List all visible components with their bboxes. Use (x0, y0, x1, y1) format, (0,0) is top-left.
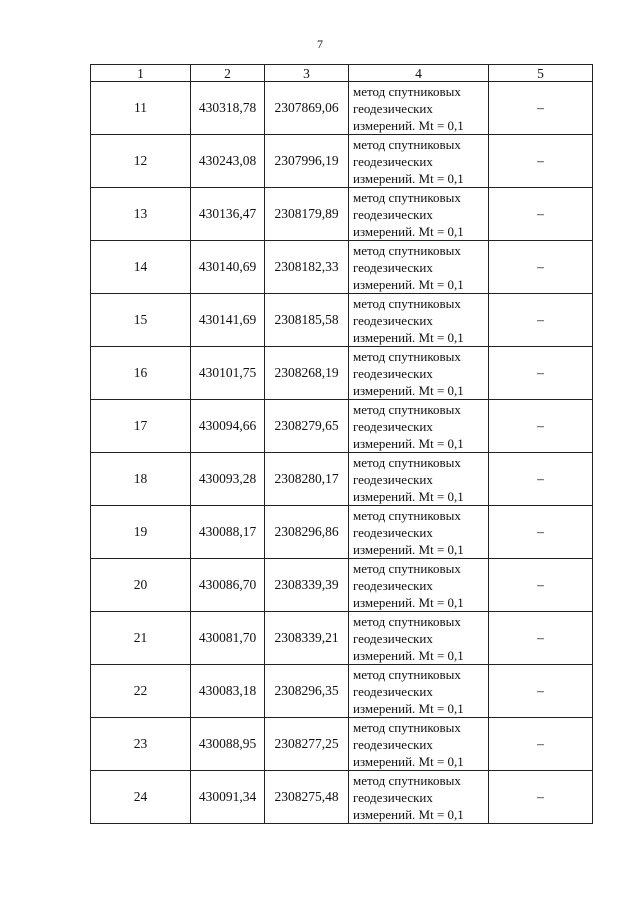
x-coordinate-cell: 430081,70 (191, 612, 265, 665)
table-row (91, 135, 593, 188)
point-number-cell: 21 (91, 612, 191, 665)
table-row (91, 559, 593, 612)
method-cell (349, 612, 489, 665)
table-header (91, 65, 593, 82)
method-text-line: метод спутниковых (353, 242, 461, 258)
point-number-cell: 14 (91, 241, 191, 294)
note-cell: – (489, 771, 593, 824)
y-coordinate-cell: 2308296,86 (265, 506, 349, 559)
method-text-line: метод спутниковых (353, 348, 461, 364)
y-coordinate-cell: 2308279,65 (265, 400, 349, 453)
x-coordinate-cell: 430243,08 (191, 135, 265, 188)
y-coordinate-cell: 2308296,35 (265, 665, 349, 718)
x-coordinate-cell: 430318,78 (191, 82, 265, 135)
method-cell (349, 135, 489, 188)
y-coordinate-cell: 2308268,19 (265, 347, 349, 400)
note-cell: – (489, 453, 593, 506)
coordinates-table (90, 64, 593, 824)
table-row (91, 506, 593, 559)
method-text-line: геодезических (353, 789, 433, 805)
method-text-line: геодезических (353, 471, 433, 487)
method-text-line: метод спутниковых (353, 772, 461, 788)
x-coordinate-cell: 430136,47 (191, 188, 265, 241)
method-cell (349, 294, 489, 347)
y-coordinate-cell: 2308179,89 (265, 188, 349, 241)
y-coordinate-cell: 2308339,21 (265, 612, 349, 665)
method-text-line: измерений. Mt = 0,1 (353, 435, 464, 451)
method-text-line: геодезических (353, 312, 433, 328)
header-col-1: 1 (91, 65, 191, 82)
note-cell: – (489, 135, 593, 188)
method-cell (349, 665, 489, 718)
method-text-line: измерений. Mt = 0,1 (353, 488, 464, 504)
method-text-line: измерений. Mt = 0,1 (353, 594, 464, 610)
table-body (91, 82, 593, 824)
method-text-line: геодезических (353, 206, 433, 222)
method-text-line: метод спутниковых (353, 454, 461, 470)
y-coordinate-cell: 2308277,25 (265, 718, 349, 771)
method-text-line: геодезических (353, 524, 433, 540)
x-coordinate-cell: 430086,70 (191, 559, 265, 612)
method-text-line: геодезических (353, 630, 433, 646)
table-row (91, 188, 593, 241)
method-cell (349, 718, 489, 771)
note-cell: – (489, 347, 593, 400)
y-coordinate-cell: 2308182,33 (265, 241, 349, 294)
table-row (91, 294, 593, 347)
note-cell: – (489, 82, 593, 135)
method-text-line: геодезических (353, 365, 433, 381)
note-cell: – (489, 718, 593, 771)
table-row (91, 400, 593, 453)
page-number: 7 (317, 37, 323, 51)
point-number-cell: 18 (91, 453, 191, 506)
method-text-line: метод спутниковых (353, 560, 461, 576)
note-cell: – (489, 612, 593, 665)
method-cell (349, 400, 489, 453)
method-cell (349, 188, 489, 241)
header-col-2: 2 (191, 65, 265, 82)
method-text-line: измерений. Mt = 0,1 (353, 647, 464, 663)
method-text-line: геодезических (353, 683, 433, 699)
y-coordinate-cell: 2307869,06 (265, 82, 349, 135)
method-text-line: метод спутниковых (353, 295, 461, 311)
method-text-line: метод спутниковых (353, 136, 461, 152)
y-coordinate-cell: 2308339,39 (265, 559, 349, 612)
point-number-cell: 19 (91, 506, 191, 559)
table-row (91, 718, 593, 771)
method-text-line: метод спутниковых (353, 666, 461, 682)
x-coordinate-cell: 430141,69 (191, 294, 265, 347)
method-cell (349, 771, 489, 824)
note-cell: – (489, 294, 593, 347)
method-text-line: метод спутниковых (353, 83, 461, 99)
method-text-line: измерений. Mt = 0,1 (353, 223, 464, 239)
x-coordinate-cell: 430140,69 (191, 241, 265, 294)
method-cell (349, 453, 489, 506)
method-text-line: метод спутниковых (353, 613, 461, 629)
method-text-line: измерений. Mt = 0,1 (353, 382, 464, 398)
table-row (91, 612, 593, 665)
point-number-cell: 11 (91, 82, 191, 135)
x-coordinate-cell: 430091,34 (191, 771, 265, 824)
method-cell (349, 506, 489, 559)
point-number-cell: 17 (91, 400, 191, 453)
method-text-line: измерений. Mt = 0,1 (353, 170, 464, 186)
method-cell (349, 241, 489, 294)
method-text-line: геодезических (353, 100, 433, 116)
y-coordinate-cell: 2308275,48 (265, 771, 349, 824)
method-text-line: измерений. Mt = 0,1 (353, 117, 464, 133)
method-text-line: геодезических (353, 577, 433, 593)
note-cell: – (489, 400, 593, 453)
table-row (91, 665, 593, 718)
point-number-cell: 22 (91, 665, 191, 718)
header-col-5: 5 (489, 65, 593, 82)
note-cell: – (489, 559, 593, 612)
method-text-line: геодезических (353, 418, 433, 434)
method-cell (349, 559, 489, 612)
x-coordinate-cell: 430088,17 (191, 506, 265, 559)
table-row (91, 347, 593, 400)
table-row (91, 82, 593, 135)
method-cell (349, 82, 489, 135)
method-text-line: метод спутниковых (353, 189, 461, 205)
point-number-cell: 12 (91, 135, 191, 188)
method-cell (349, 347, 489, 400)
x-coordinate-cell: 430101,75 (191, 347, 265, 400)
header-row (91, 65, 593, 82)
method-text-line: измерений. Mt = 0,1 (353, 700, 464, 716)
method-text-line: измерений. Mt = 0,1 (353, 806, 464, 822)
point-number-cell: 23 (91, 718, 191, 771)
x-coordinate-cell: 430093,28 (191, 453, 265, 506)
y-coordinate-cell: 2308280,17 (265, 453, 349, 506)
point-number-cell: 15 (91, 294, 191, 347)
method-text-line: геодезических (353, 259, 433, 275)
x-coordinate-cell: 430083,18 (191, 665, 265, 718)
y-coordinate-cell: 2307996,19 (265, 135, 349, 188)
header-col-3: 3 (265, 65, 349, 82)
note-cell: – (489, 665, 593, 718)
method-text-line: геодезических (353, 153, 433, 169)
note-cell: – (489, 241, 593, 294)
y-coordinate-cell: 2308185,58 (265, 294, 349, 347)
method-text-line: метод спутниковых (353, 719, 461, 735)
method-text-line: метод спутниковых (353, 507, 461, 523)
method-text-line: метод спутниковых (353, 401, 461, 417)
note-cell: – (489, 506, 593, 559)
method-text-line: измерений. Mt = 0,1 (353, 329, 464, 345)
method-text-line: измерений. Mt = 0,1 (353, 753, 464, 769)
note-cell: – (489, 188, 593, 241)
x-coordinate-cell: 430088,95 (191, 718, 265, 771)
table-row (91, 771, 593, 824)
point-number-cell: 13 (91, 188, 191, 241)
method-text-line: измерений. Mt = 0,1 (353, 541, 464, 557)
point-number-cell: 24 (91, 771, 191, 824)
table-row (91, 241, 593, 294)
method-text-line: геодезических (353, 736, 433, 752)
point-number-cell: 16 (91, 347, 191, 400)
header-col-4: 4 (349, 65, 489, 82)
table-row (91, 453, 593, 506)
method-text-line: измерений. Mt = 0,1 (353, 276, 464, 292)
point-number-cell: 20 (91, 559, 191, 612)
x-coordinate-cell: 430094,66 (191, 400, 265, 453)
